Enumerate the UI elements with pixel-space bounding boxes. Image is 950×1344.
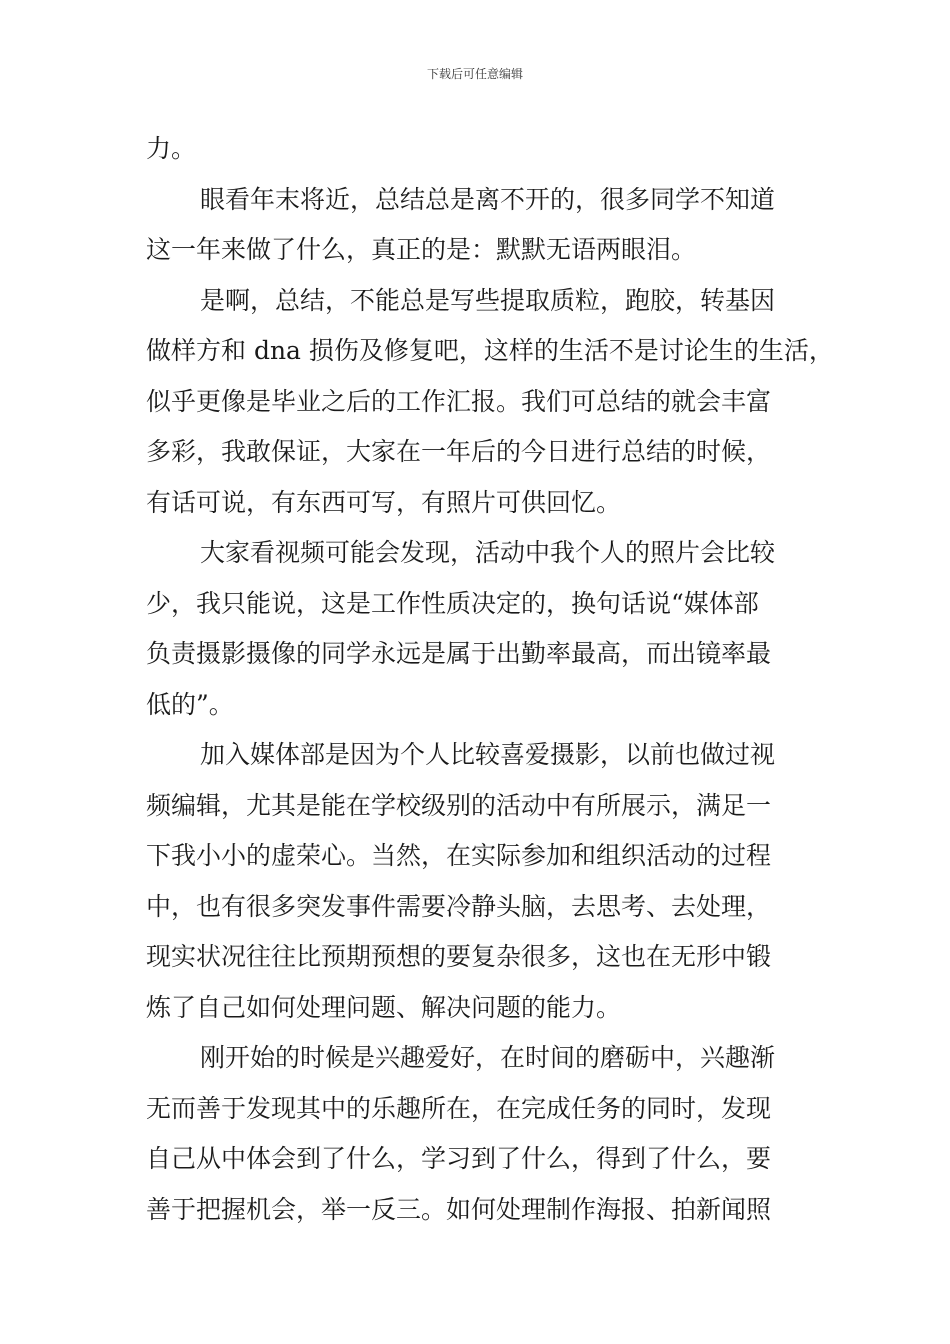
text-line: 刚开始的时候是兴趣爱好，在时间的磨砺中，兴趣渐 bbox=[200, 1043, 776, 1072]
text-line: 负责摄影摄像的同学永远是属于出勤率最高，而出镜率最 bbox=[146, 639, 772, 668]
text-line: 现实状况往往比预期预想的要复杂很多，这也在无形中锻 bbox=[146, 942, 772, 971]
text-line: 多彩，我敢保证，大家在一年后的今日进行总结的时候， bbox=[146, 437, 772, 466]
text-line: 有话可说，有东西可写，有照片可供回忆。 bbox=[146, 487, 622, 517]
text-line: 力。 bbox=[146, 134, 197, 163]
text-line: 自己从中体会到了什么，学习到了什么，得到了什么，要 bbox=[146, 1144, 772, 1173]
text-line: 这一年来做了什么，真正的是：默默无语两眼泪。 bbox=[146, 235, 697, 264]
text-line: 加入媒体部是因为个人比较喜爱摄影，以前也做过视 bbox=[200, 740, 776, 769]
text-line: 是啊，总结，不能总是写些提取质粒，跑胶，转基因 bbox=[200, 285, 776, 315]
text-line: 大家看视频可能会发现，活动中我个人的照片会比较 bbox=[200, 538, 776, 567]
text-line: 下我小小的虚荣心。当然，在实际参加和组织活动的过程 bbox=[146, 841, 772, 870]
text-line: 善于把握机会，举一反三。如何处理制作海报、拍新闻照 bbox=[146, 1194, 772, 1224]
text-line: 无而善于发现其中的乐趣所在，在完成任务的同时，发现 bbox=[146, 1093, 772, 1123]
text-line: 炼了自己如何处理问题、解决问题的能力。 bbox=[146, 992, 622, 1022]
text-line: 少，我只能说，这是工作性质决定的，换句话说“媒体部 bbox=[146, 588, 759, 618]
text-line: 眼看年末将近，总结总是离不开的，很多同学不知道 bbox=[200, 184, 776, 214]
text-line: 做样方和 dna 损伤及修复吧，这样的生活不是讨论生的生活， bbox=[146, 336, 834, 365]
text-line: 中，也有很多突发事件需要冷静头脑，去思考、去处理， bbox=[146, 891, 772, 921]
text-line: 似乎更像是毕业之后的工作汇报。我们可总结的就会丰富 bbox=[146, 386, 772, 416]
page-header: 下载后可任意编辑 bbox=[426, 67, 523, 81]
text-line: 频编辑，尤其是能在学校级别的活动中有所展示，满足一 bbox=[146, 790, 772, 820]
text-line: 低的”。 bbox=[146, 689, 234, 719]
document-body bbox=[146, 124, 834, 1235]
